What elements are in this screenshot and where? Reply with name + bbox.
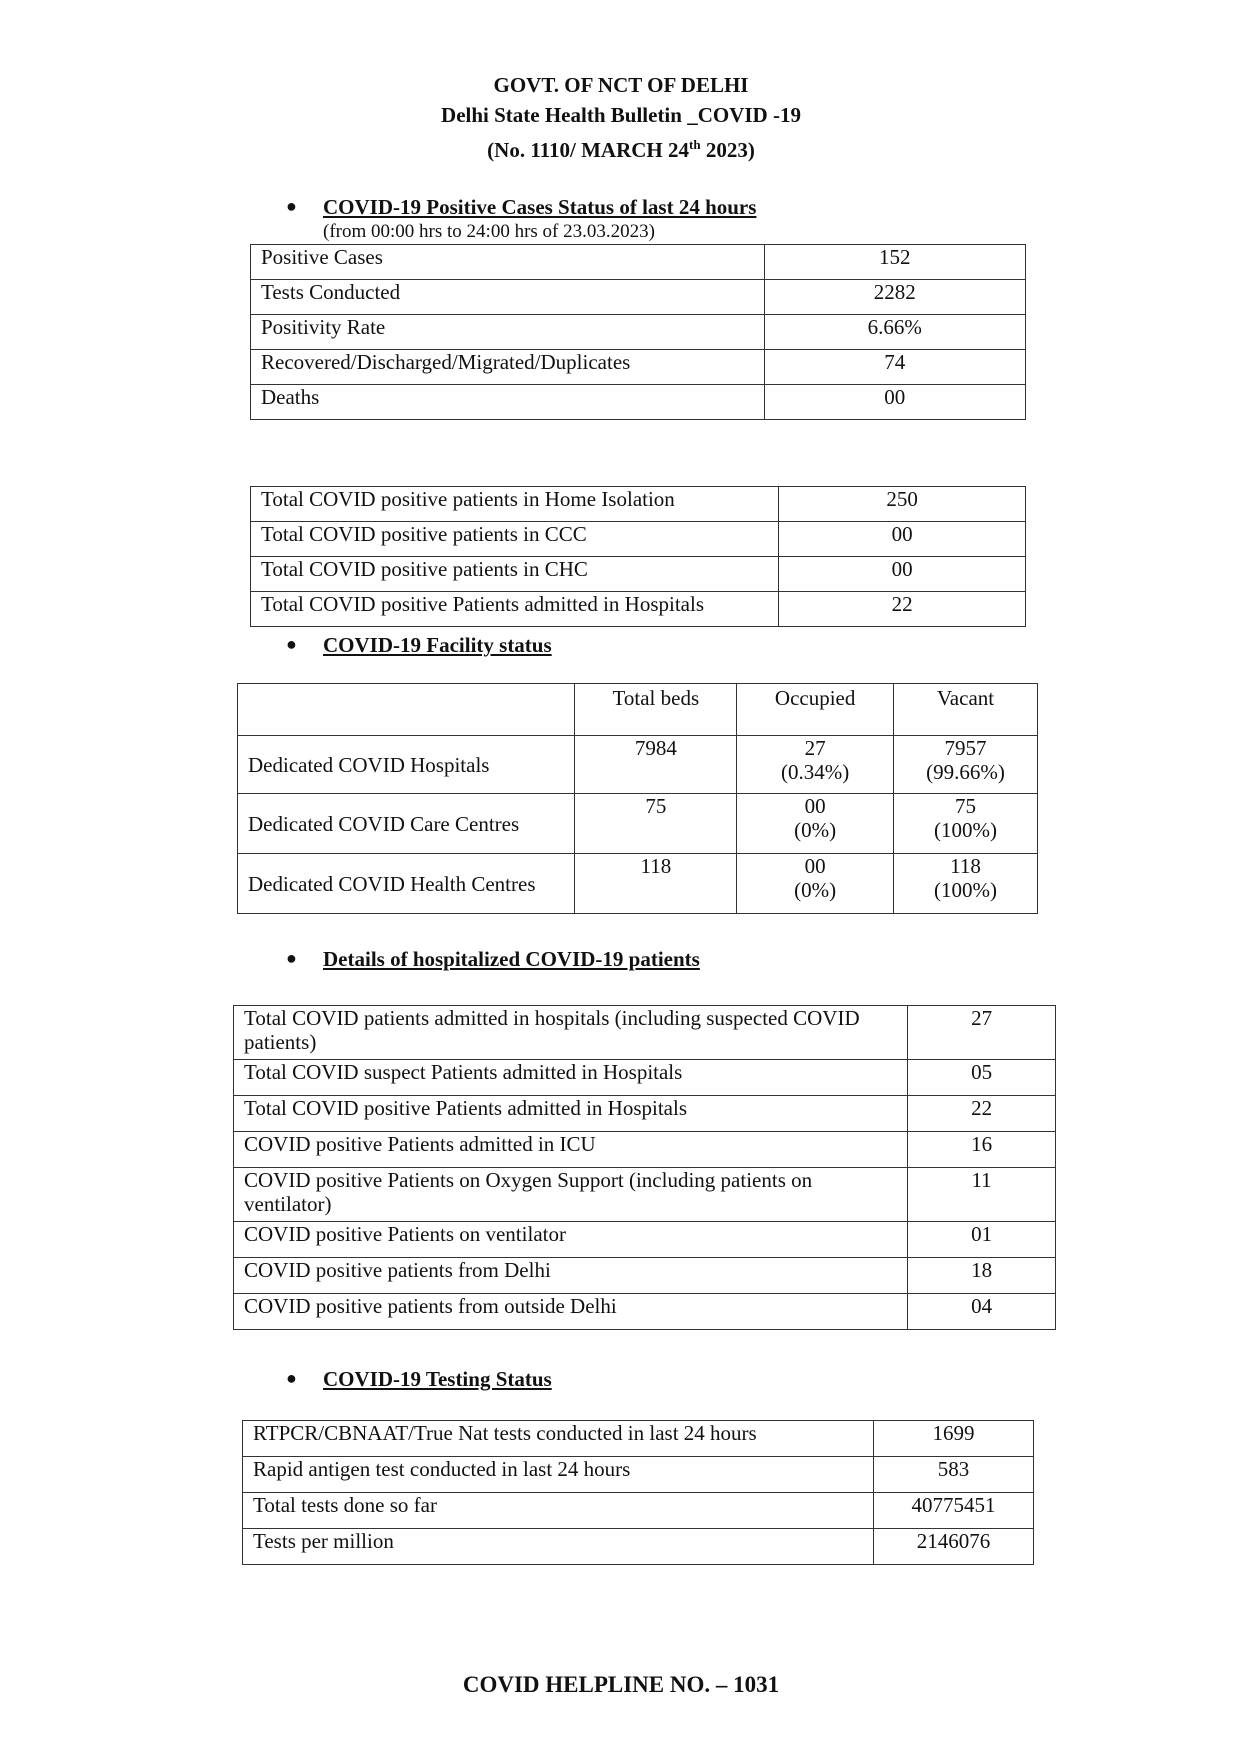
row-label: Total COVID positive Patients admitted in Hospitals [251, 592, 779, 627]
row-value: 40775451 [874, 1493, 1034, 1529]
row-label: Total COVID positive patients in CHC [251, 557, 779, 592]
row-label: Rapid antigen test conducted in last 24 hours [243, 1457, 874, 1493]
facility-total: 118 [575, 854, 737, 914]
header-line-govt: GOVT. OF NCT OF DELHI [493, 73, 749, 97]
table-row [234, 1132, 1056, 1168]
table-row [234, 1096, 1056, 1132]
helpline-footer: COVID HELPLINE NO. – 1031 [462, 1672, 780, 1697]
header-number-sup: th [689, 137, 701, 152]
facility-vacant-count: 7957 [944, 736, 987, 760]
facility-occupied-count: 27 [804, 736, 826, 760]
table-row [243, 1493, 1034, 1529]
row-value: 2146076 [874, 1529, 1034, 1565]
row-value: 00 [764, 385, 1025, 420]
facility-header-row [238, 684, 1038, 736]
section-positive-cases-note: (from 00:00 hrs to 24:00 hrs of 23.03.2023) [323, 221, 655, 242]
bullet-icon: ● [286, 634, 297, 654]
facility-vacant-pct: (100%) [934, 878, 998, 902]
table-row [251, 245, 1026, 280]
header-number-prefix: (No. 1110/ MARCH 24 [487, 138, 689, 162]
table-row [243, 1457, 1034, 1493]
row-label: Total COVID positive Patients admitted in Hospitals [234, 1096, 908, 1132]
table-row [234, 1294, 1056, 1330]
row-label: COVID positive Patients admitted in ICU [234, 1132, 908, 1168]
table-row [234, 1258, 1056, 1294]
facility-row [238, 794, 1038, 854]
row-value: 11 [908, 1168, 1056, 1222]
row-value: 27 [908, 1006, 1056, 1060]
section-testing-title: COVID-19 Testing Status [323, 1367, 552, 1391]
bullet-icon: ● [286, 1368, 297, 1388]
facility-vacant [894, 736, 1038, 794]
bullet-icon: ● [286, 196, 297, 216]
row-label: Tests Conducted [251, 280, 765, 315]
row-value: 00 [779, 522, 1026, 557]
header-line-title: Delhi State Health Bulletin _COVID -19 [441, 103, 801, 127]
facility-row [238, 854, 1038, 914]
positive-cases-table [250, 244, 1026, 420]
facility-occupied [737, 854, 894, 914]
header-number-suffix: 2023) [700, 138, 755, 162]
facility-label: Dedicated COVID Hospitals [238, 736, 575, 794]
section-facility-title: COVID-19 Facility status [323, 633, 552, 657]
table-row [251, 350, 1026, 385]
facility-header-cell [238, 684, 575, 736]
facility-occupied-count: 00 [804, 794, 826, 818]
facility-header-cell: Vacant [894, 684, 1038, 736]
facility-label: Dedicated COVID Care Centres [238, 794, 575, 854]
table-row [251, 487, 1026, 522]
facility-header-cell: Total beds [575, 684, 737, 736]
facility-label: Dedicated COVID Health Centres [238, 854, 575, 914]
row-label: Total COVID positive patients in CCC [251, 522, 779, 557]
facility-table [237, 683, 1038, 914]
row-label: Total COVID suspect Patients admitted in Hospitals [234, 1060, 908, 1096]
row-label: Total COVID positive patients in Home Isolation [251, 487, 779, 522]
row-label: COVID positive patients from outside Delhi [234, 1294, 908, 1330]
row-value: 05 [908, 1060, 1056, 1096]
facility-vacant [894, 854, 1038, 914]
header-line-number [0, 130, 1242, 165]
row-label: COVID positive Patients on ventilator [234, 1222, 908, 1258]
facility-row [238, 736, 1038, 794]
row-value: 250 [779, 487, 1026, 522]
facility-total: 7984 [575, 736, 737, 794]
row-label: Deaths [251, 385, 765, 420]
row-label: Tests per million [243, 1529, 874, 1565]
hospitalized-table [233, 1005, 1056, 1330]
facility-header-cell: Occupied [737, 684, 894, 736]
table-row [234, 1006, 1056, 1060]
facility-occupied-pct: (0%) [794, 878, 837, 902]
row-value: 18 [908, 1258, 1056, 1294]
row-value: 04 [908, 1294, 1056, 1330]
table-row [234, 1168, 1056, 1222]
row-label: Positive Cases [251, 245, 765, 280]
facility-vacant-pct: (99.66%) [926, 760, 1005, 784]
row-value: 74 [764, 350, 1025, 385]
row-value: 6.66% [764, 315, 1025, 350]
row-value: 1699 [874, 1421, 1034, 1457]
row-label: Total COVID patients admitted in hospitals (including suspected COVID patients) [234, 1006, 908, 1060]
bullet-icon: ● [286, 948, 297, 968]
row-value: 01 [908, 1222, 1056, 1258]
row-label: Recovered/Discharged/Migrated/Duplicates [251, 350, 765, 385]
facility-vacant-pct: (100%) [934, 818, 998, 842]
bulletin-header [0, 70, 1242, 165]
row-value: 22 [779, 592, 1026, 627]
facility-total: 75 [575, 794, 737, 854]
row-value: 152 [764, 245, 1025, 280]
row-value: 583 [874, 1457, 1034, 1493]
table-row [251, 557, 1026, 592]
table-row [251, 280, 1026, 315]
row-label: COVID positive Patients on Oxygen Support (including patients on ventilator) [234, 1168, 908, 1222]
facility-vacant-count: 118 [950, 854, 981, 878]
row-label: Positivity Rate [251, 315, 765, 350]
row-label: Total tests done so far [243, 1493, 874, 1529]
row-value: 00 [779, 557, 1026, 592]
table-row [251, 522, 1026, 557]
facility-occupied-pct: (0%) [794, 818, 837, 842]
table-row [243, 1421, 1034, 1457]
facility-occupied-count: 00 [804, 854, 826, 878]
isolation-table [250, 486, 1026, 627]
table-row [243, 1529, 1034, 1565]
facility-vacant [894, 794, 1038, 854]
row-value: 2282 [764, 280, 1025, 315]
section-hospitalized-title: Details of hospitalized COVID-19 patients [323, 947, 700, 971]
table-row [251, 315, 1026, 350]
table-row [234, 1222, 1056, 1258]
facility-occupied [737, 794, 894, 854]
row-value: 16 [908, 1132, 1056, 1168]
table-row [234, 1060, 1056, 1096]
table-row [251, 385, 1026, 420]
row-value: 22 [908, 1096, 1056, 1132]
testing-table [242, 1420, 1034, 1565]
facility-occupied [737, 736, 894, 794]
section-positive-cases-title: COVID-19 Positive Cases Status of last 24 hours [323, 195, 757, 219]
facility-vacant-count: 75 [955, 794, 977, 818]
table-row [251, 592, 1026, 627]
row-label: COVID positive patients from Delhi [234, 1258, 908, 1294]
row-label: RTPCR/CBNAAT/True Nat tests conducted in last 24 hours [243, 1421, 874, 1457]
facility-occupied-pct: (0.34%) [781, 760, 850, 784]
